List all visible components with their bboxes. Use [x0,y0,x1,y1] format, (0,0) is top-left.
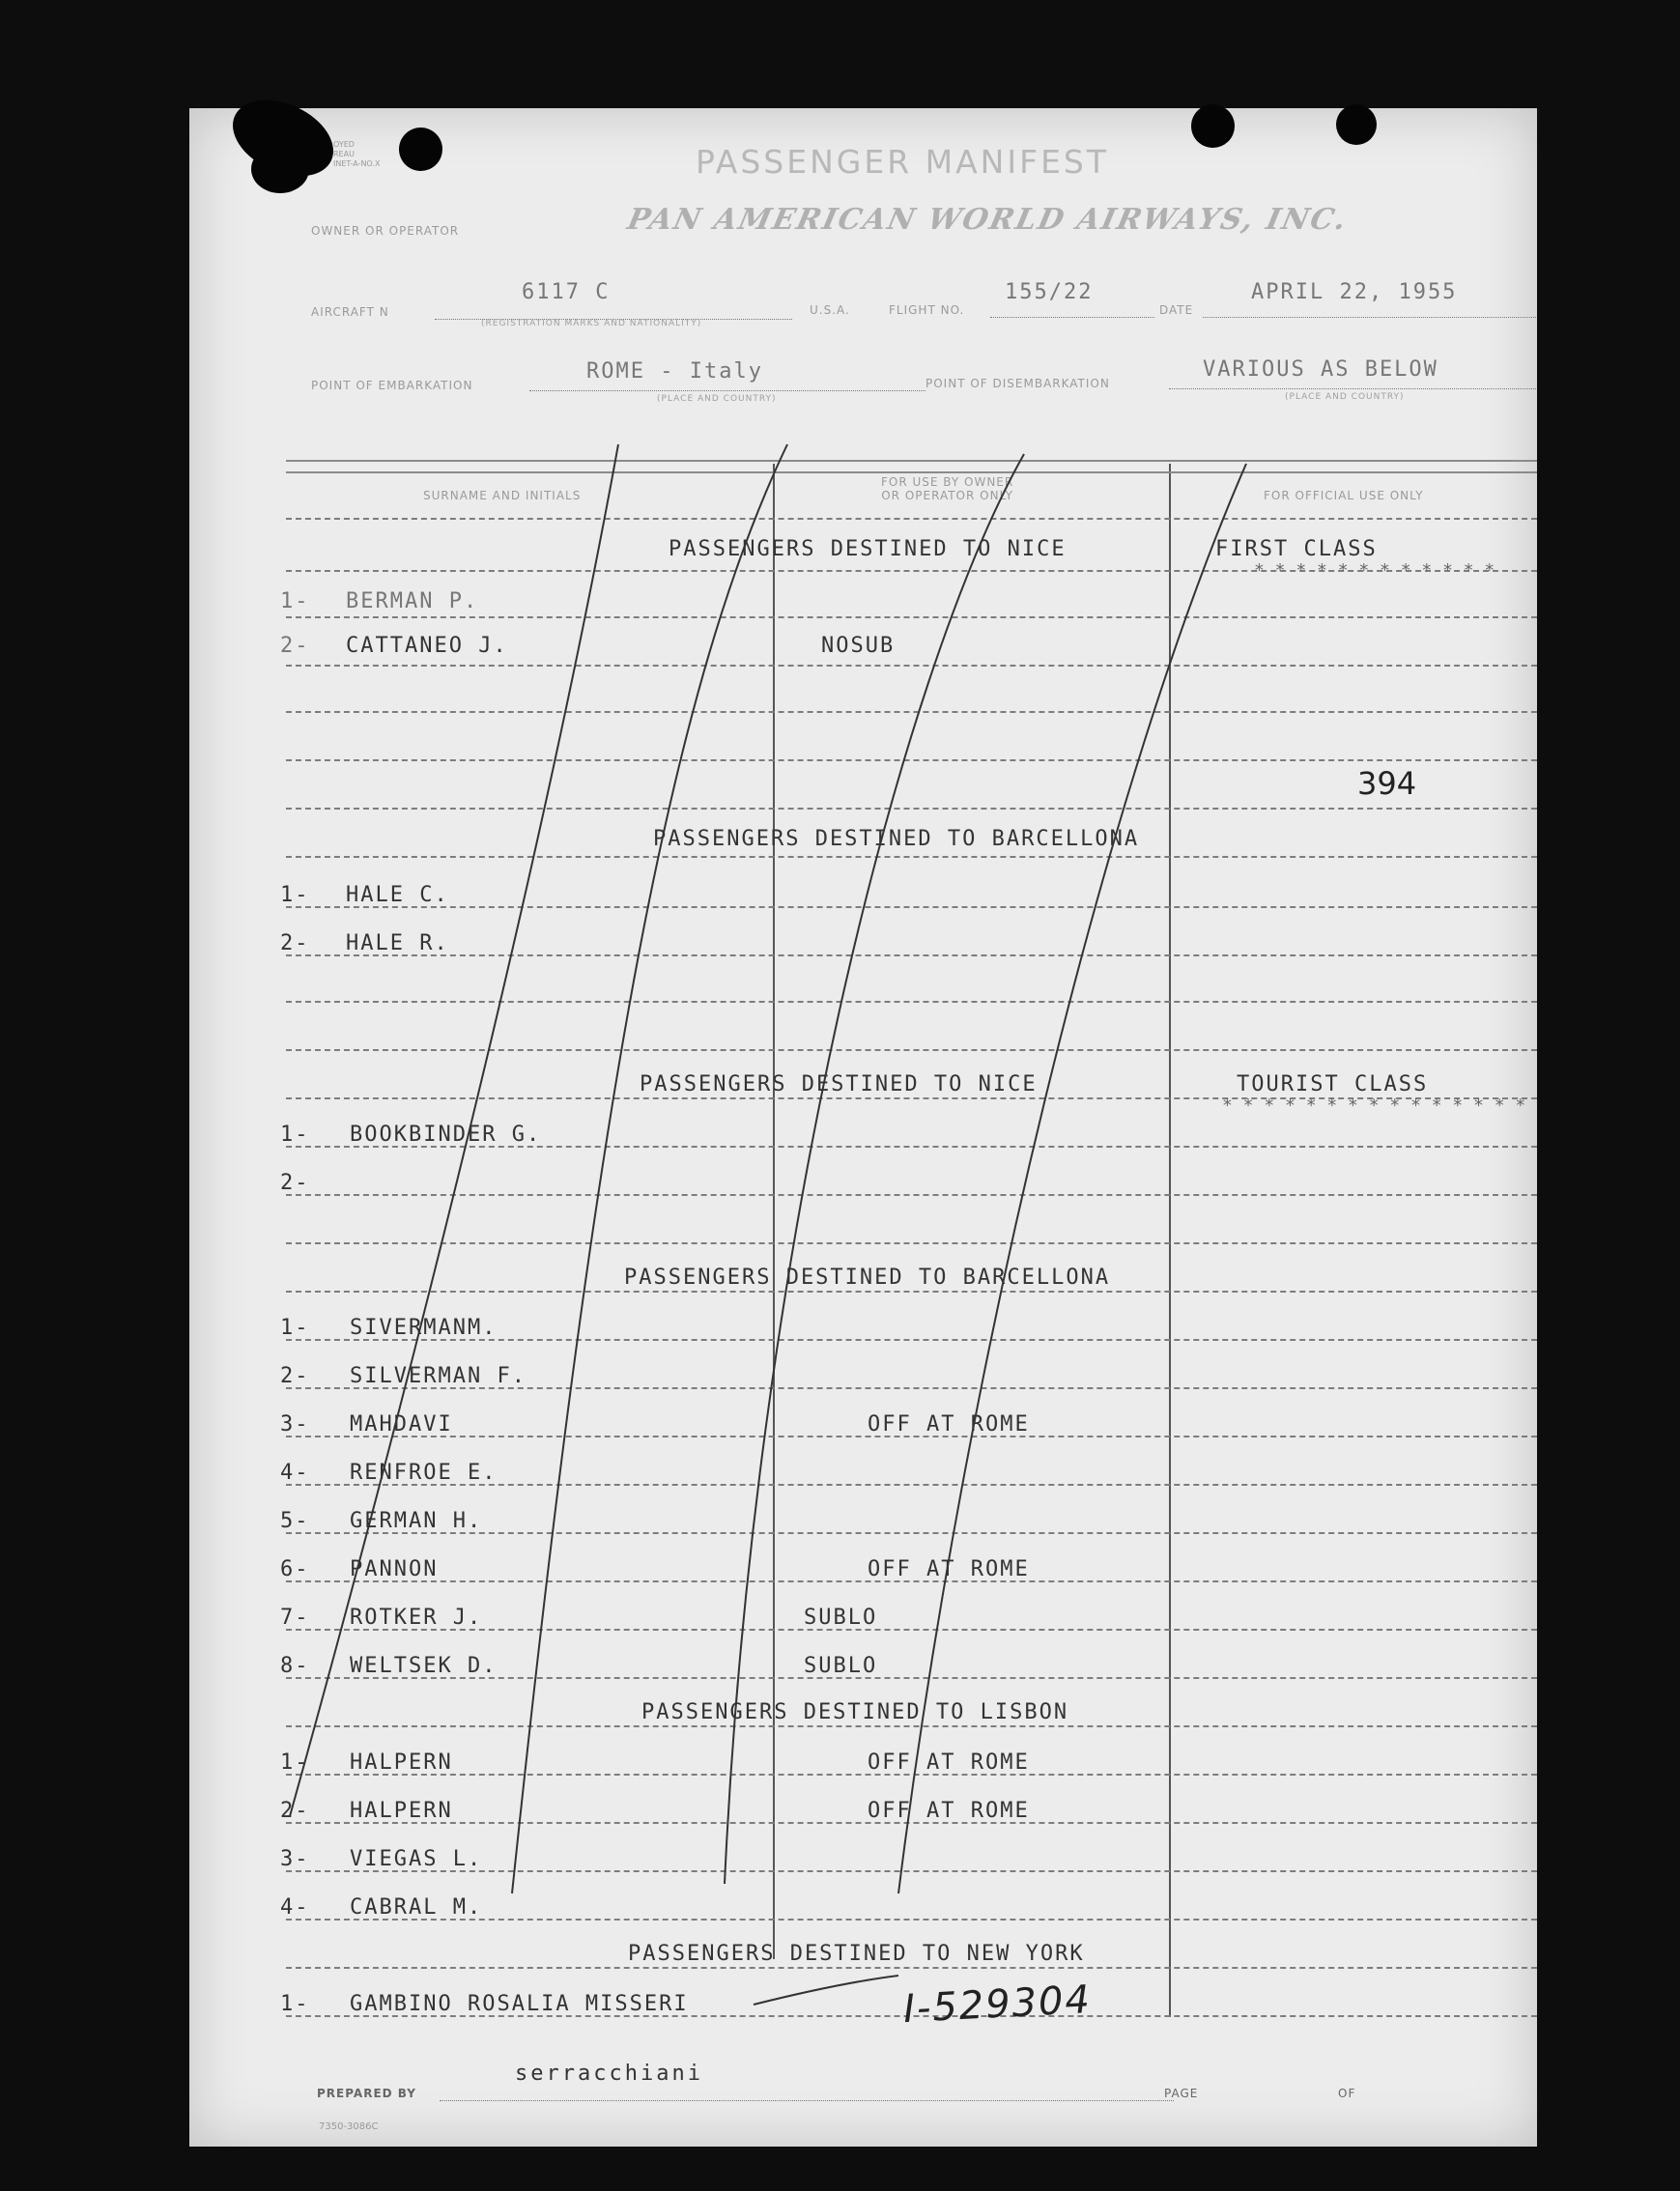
row-number: 7- [280,1606,310,1630]
row-number: 2- [280,931,310,955]
row-number: 1- [280,1992,310,2016]
embark-label: POINT OF EMBARKATION [311,379,473,392]
page-label: PAGE [1164,2087,1199,2100]
cancel-stroke [512,444,787,1893]
form-number: 7350-3086C [319,2121,379,2132]
of-label: OF [1338,2087,1356,2100]
disembark-value: VARIOUS AS BELOW [1203,357,1438,382]
operator-note: OFF AT ROME [868,1557,1030,1581]
prepared-by-label: PREPARED BY [317,2087,416,2100]
class-label: FIRST CLASS [1215,537,1378,561]
operator-note: SUBLO [804,1606,878,1630]
class-underline-stars: * * * * * * * * * * * * [1254,560,1495,581]
passenger-name: CABRAL M. [350,1895,483,1920]
row-number: 1- [280,589,310,613]
column-header-official: FOR OFFICIAL USE ONLY [1264,489,1424,502]
cancel-stroke [725,454,1024,1884]
date-value: APRIL 22, 1955 [1251,280,1458,304]
row-number: 3- [280,1412,310,1437]
row-number: 3- [280,1847,310,1871]
operator-note: OFF AT ROME [868,1412,1030,1437]
row-number: 8- [280,1654,310,1678]
passenger-name: BOOKBINDER G. [350,1123,542,1147]
aircraft-value: 6117 C [522,280,611,304]
cancel-stroke [898,464,1246,1893]
row-number: 6- [280,1557,310,1581]
embark-note: (PLACE AND COUNTRY) [657,394,777,404]
class-underline-stars: * * * * * * * * * * * * * * * [1222,1096,1526,1116]
flight-label: FLIGHT NO. [889,303,965,317]
section-heading: PASSENGERS DESTINED TO NICE [669,537,1067,561]
passenger-name: GAMBINO ROSALIA MISSERI [350,1992,689,2016]
row-number: 2- [280,1171,310,1195]
handwritten-margin-number: 394 [1357,765,1417,802]
handwritten-immigration-number: I-529304 [901,1977,1094,2033]
row-number: 4- [280,1461,310,1485]
aircraft-label: AIRCRAFT N [311,305,389,319]
operator-note: SUBLO [804,1654,878,1678]
cancel-stroke [290,444,618,1816]
row-number: 2- [280,1364,310,1388]
passenger-name: MAHDAVI [350,1412,453,1437]
row-number: 1- [280,1750,310,1775]
row-number: 2- [280,634,310,658]
disembark-note: (PLACE AND COUNTRY) [1285,392,1405,402]
passenger-name: WELTSEK D. [350,1654,498,1678]
embark-value: ROME - Italy [586,359,763,384]
document-title: PASSENGER MANIFEST [696,143,1110,181]
operator-note: OFF AT ROME [868,1750,1030,1775]
section-heading: PASSENGERS DESTINED TO LISBON [641,1700,1069,1724]
column-header-surname: SURNAME AND INITIALS [423,489,582,502]
operator-note: OFF AT ROME [868,1799,1030,1823]
section-heading: PASSENGERS DESTINED TO NEW YORK [628,1942,1085,1966]
prepared-by-value: serracchiani [515,2062,703,2086]
owner-label: OWNER OR OPERATOR [311,224,460,238]
row-number: 1- [280,883,310,907]
passenger-name: SIVERMANM. [350,1316,498,1340]
row-number: 1- [280,1123,310,1147]
airline-name: PAN AMERICAN WORLD AIRWAYS, INC. [624,203,1352,237]
row-number: 2- [280,1799,310,1823]
cancel-stroke [754,1976,898,2005]
prepared-by-underline [440,2100,1174,2101]
passenger-name: BERMAN P. [346,589,479,613]
disembark-label: POINT OF DISEMBARKATION [925,377,1110,390]
row-number: 4- [280,1895,310,1920]
registration-note: (REGISTRATION MARKS AND NATIONALITY) [481,319,702,328]
passenger-name: HALPERN [350,1750,453,1775]
passenger-name: HALE C. [346,883,449,907]
passenger-name: ROTKER J. [350,1606,483,1630]
passenger-name: RENFROE E. [350,1461,498,1485]
passenger-name: GERMAN H. [350,1509,483,1533]
column-header-operator: FOR USE BY OWNER OR OPERATOR ONLY [881,475,1014,502]
section-heading: PASSENGERS DESTINED TO BARCELLONA [624,1266,1111,1290]
passenger-name: SILVERMAN F. [350,1364,527,1388]
row-number: 1- [280,1316,310,1340]
passenger-name: HALE R. [346,931,449,955]
date-label: DATE [1159,303,1194,317]
passenger-name: VIEGAS L. [350,1847,483,1871]
passenger-name: CATTANEO J. [346,634,508,658]
section-heading: PASSENGERS DESTINED TO NICE [640,1072,1038,1096]
operator-note: NOSUB [821,634,896,658]
passenger-name: HALPERN [350,1799,453,1823]
flight-value: 155/22 [1005,280,1094,304]
class-label: TOURIST CLASS [1237,1072,1429,1096]
section-heading: PASSENGERS DESTINED TO BARCELLONA [653,827,1140,851]
row-number: 5- [280,1509,310,1533]
passenger-name: PANNON [350,1557,439,1581]
usa-label: U.S.A. [810,303,850,317]
form-approval-stamp: OYED REAU INET-A-NO.X [333,140,381,168]
